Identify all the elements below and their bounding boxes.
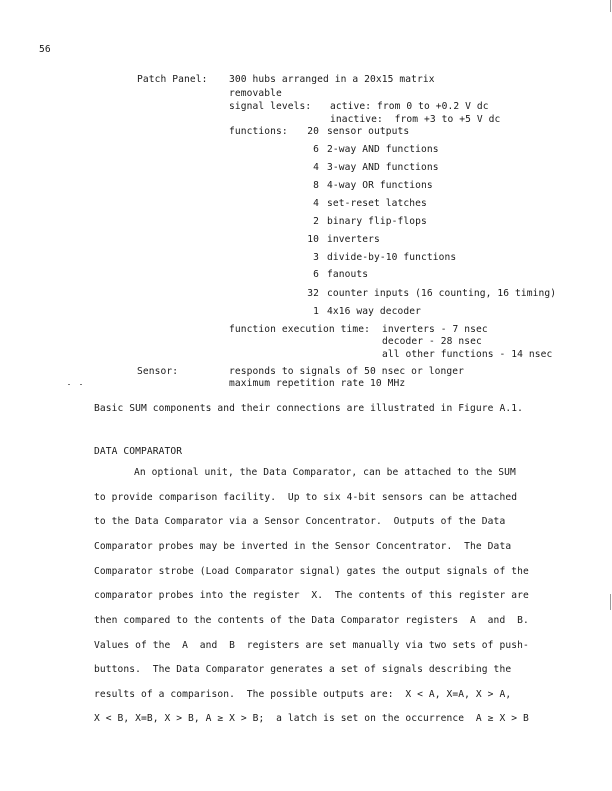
exec-time-inverters: inverters - 7 nsec — [382, 324, 488, 335]
function-count: 6 — [313, 269, 319, 280]
function-count: 32 — [307, 288, 319, 299]
function-count: 8 — [313, 180, 319, 191]
function-desc: set-reset latches — [327, 198, 427, 209]
patch-panel-label: Patch Panel: — [137, 74, 208, 85]
function-count: 4 — [313, 162, 319, 173]
function-count: 20 — [307, 126, 319, 137]
scan-speck — [68, 384, 70, 385]
sensor-max-rate: maximum repetition rate 10 MHz — [229, 378, 406, 389]
body-line: comparator probes into the register X. The contents of this register are — [94, 590, 529, 601]
function-desc: fanouts — [327, 269, 369, 280]
body-line: to provide comparison facility. Up to six 4-bit sensors can be attached — [94, 492, 518, 503]
function-count: 2 — [313, 216, 319, 227]
function-desc: 4x16 way decoder — [327, 306, 422, 317]
hubs-spec: 300 hubs arranged in a 20x15 matrix — [229, 74, 435, 85]
function-desc: 2-way AND functions — [327, 144, 439, 155]
body-line: to the Data Comparator via a Sensor Concentrator. Outputs of the Data — [94, 516, 506, 527]
functions-label: functions: — [229, 126, 288, 137]
function-desc: 4-way OR functions — [327, 180, 433, 191]
body-line: Comparator strobe (Load Comparator signal) gates the output signals of the — [94, 566, 529, 577]
summary-sentence: Basic SUM components and their connections are illustrated in Figure A.1. — [94, 403, 523, 414]
function-desc: counter inputs (16 counting, 16 timing) — [327, 288, 557, 299]
exec-time-decoder: decoder - 28 nsec — [382, 336, 482, 347]
signal-levels-label: signal levels: — [229, 101, 312, 112]
removable-spec: removable — [229, 88, 282, 99]
scan-edge-mark — [610, 0, 611, 12]
body-line: then compared to the contents of the Data Comparator registers A and B. — [94, 615, 529, 626]
function-count: 4 — [313, 198, 319, 209]
body-line: buttons. The Data Comparator generates a set of signals describing the — [94, 664, 512, 675]
function-desc: inverters — [327, 234, 380, 245]
function-desc: divide-by-10 functions — [327, 252, 457, 263]
function-count: 1 — [313, 306, 319, 317]
section-heading: DATA COMPARATOR — [94, 446, 183, 457]
body-line: X < B, X=B, X > B, A ≥ X > B; a latch is set on the occurrence A ≥ X > B — [94, 713, 529, 724]
body-line: Comparator probes may be inverted in the Sensor Concentrator. The Data — [94, 541, 512, 552]
sensor-response: responds to signals of 50 nsec or longer — [229, 366, 465, 377]
scan-edge-mark — [610, 594, 611, 610]
sensor-label: Sensor: — [137, 366, 179, 377]
function-desc: binary flip-flops — [327, 216, 427, 227]
function-count: 3 — [313, 252, 319, 263]
function-count: 10 — [307, 234, 319, 245]
function-desc: sensor outputs — [327, 126, 410, 137]
body-line: results of a comparison. The possible outputs are: X < A, X=A, X > A, — [94, 689, 512, 700]
body-line: Values of the A and B registers are set manually via two sets of push- — [94, 640, 529, 651]
function-count: 6 — [313, 144, 319, 155]
body-line: An optional unit, the Data Comparator, can be attached to the SUM — [134, 467, 516, 478]
inactive-level: inactive: from +3 to +5 V dc — [330, 114, 501, 125]
page-number: 56 — [39, 44, 51, 55]
function-desc: 3-way AND functions — [327, 162, 439, 173]
active-level: active: from 0 to +0.2 V dc — [330, 101, 489, 112]
scan-speck — [80, 384, 82, 385]
exec-time-label: function execution time: — [229, 324, 371, 335]
exec-time-other: all other functions - 14 nsec — [382, 349, 553, 360]
